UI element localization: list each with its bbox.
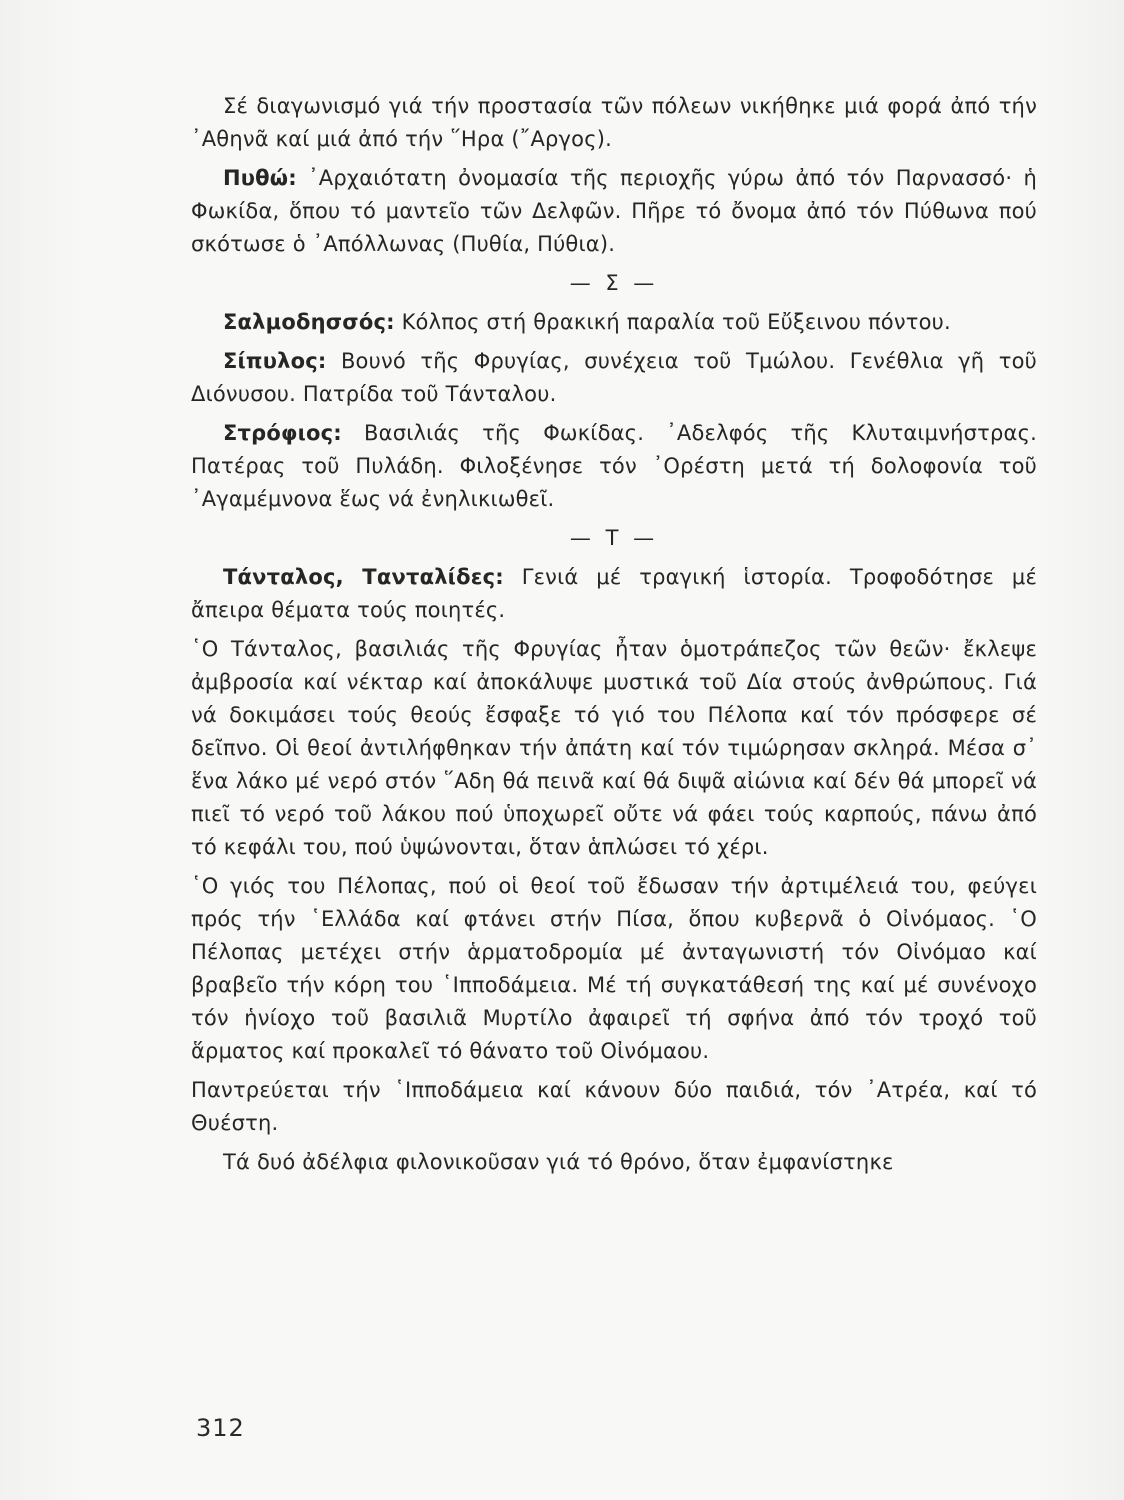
- entry-term: Σίπυλος:: [223, 349, 327, 373]
- entry-term: Στρόφιος:: [223, 421, 342, 445]
- entry-pytho: Πυθώ: ᾿Αρχαιότατη ὀνομασία τῆς περιοχῆς γύρω ἀπό τόν Παρνασσό· ἡ Φωκίδα, ὅπου τό μαντεῖο τῶν Δελφῶν. Πῆρε τό ὄνομα ἀπό τόν Πύθωνα πού σκότωσε ὁ ᾿Απόλλωνας (Πυθία, Πύθια).: [191, 166, 1037, 256]
- page-number: 312: [196, 1414, 245, 1442]
- paragraph-pelops-story: ῾Ο γιός του Πέλοπας, πού οἱ θεοί τοῦ ἔδωσαν τήν ἀρτιμέλειά του, φεύγει πρός τήν ῾Ελλάδα καί φτάνει στήν Πίσα, ὅπου κυβερνᾶ ὁ Οἰνόμαος. ῾Ο Πέλοπας μετέχει στήν ἁρματοδρομία μέ ἀνταγωνιστή τόν Οἰνόμαο καί βραβεῖο τήν κόρη του ῾Ιπποδάμεια. Μέ τή συγκατάθεσή της καί μέ συνένοχο τόν ἡνίοχο τοῦ βασιλιᾶ Μυρτίλο ἀφαιρεῖ τή σφήνα ἀπό τόν τροχό τοῦ ἅρματος καί προκαλεῖ τό θάνατο τοῦ Οἰνόμαου.: [191, 874, 1037, 1063]
- paragraph-marriage: Παντρεύεται τήν ῾Ιπποδάμεια καί κάνουν δύο παιδιά, τόν ᾿Ατρέα, καί τό Θυέστη.: [191, 1078, 1037, 1135]
- entry-tantalos: Τάνταλος, Τανταλίδες: Γενιά μέ τραγική ἱστορία. Τροφοδότησε μέ ἄπειρα θέματα τούς ποιητές.: [191, 565, 1038, 622]
- page-body: [191, 90, 1037, 1185]
- entry-strofios: Στρόφιος: Βασιλιάς τῆς Φωκίδας. ᾿Αδελφός τῆς Κλυταιμνήστρας. Πατέρας τοῦ Πυλάδη. Φιλοξένησε τόν ᾿Ορέστη μετά τή δολοφονία τοῦ ᾿Αγαμέμνονα ἕως νά ἐνηλικιωθεῖ.: [191, 421, 1037, 511]
- entry-term: Πυθώ:: [223, 166, 297, 190]
- entry-salmodessos: Σαλμοδησσός: Κόλπος στή θρακική παραλία τοῦ Εὔξεινου πόντου.: [223, 310, 951, 334]
- entry-sipylos: Σίπυλος: Βουνό τῆς Φρυγίας, συνέχεια τοῦ Τμώλου. Γενέθλια γῆ τοῦ Διόνυσου. Πατρίδα τοῦ Τάνταλου.: [191, 349, 1037, 406]
- paragraph-brothers: Τά δυό ἀδέλφια φιλονικοῦσαν γιά τό θρόνο, ὅταν ἐμφανίστηκε: [223, 1150, 894, 1174]
- paragraph-1: Σέ διαγωνισμό γιά τήν προστασία τῶν πόλεων νικήθηκε μιά φορά ἀπό τήν ᾿Αθηνᾶ καί μιά ἀπό τήν ῞Ηρα (῎Αργος).: [191, 94, 1037, 151]
- section-letter-sigma: — Σ —: [569, 271, 659, 295]
- entry-term: Σαλμοδησσός:: [223, 310, 395, 334]
- paragraph-tantalos-story: ῾Ο Τάνταλος, βασιλιάς τῆς Φρυγίας ἦταν ὁμοτράπεζος τῶν θεῶν· ἔκλεψε ἀμβροσία καί νέκταρ καί ἀποκάλυψε μυστικά τοῦ Δία στούς ἀνθρώπους. Γιά νά δοκιμάσει τούς θεούς ἔσφαξε τό γιό του Πέλοπα καί τόν πρόσφερε σέ δεῖπνο. Οἱ θεοί ἀντιλήφθηκαν τήν ἀπάτη καί τόν τιμώρησαν σκληρά. Μέσα σ᾿ ἕνα λάκο μέ νερό στόν ῞Αδη θά πεινᾶ καί θά διψᾶ αἰώνια καί δέν θά μπορεῖ νά πιεῖ τό νερό τοῦ λάκου πού ὑποχωρεῖ οὔτε νά φάει τούς καρπούς, πάνω ἀπό τό κεφάλι του, πού ὑψώνονται, ὅταν ἁπλώσει τό χέρι.: [191, 637, 1037, 859]
- section-letter-tau: — Τ —: [569, 526, 659, 550]
- entry-term: Τάνταλος, Τανταλίδες:: [223, 565, 504, 589]
